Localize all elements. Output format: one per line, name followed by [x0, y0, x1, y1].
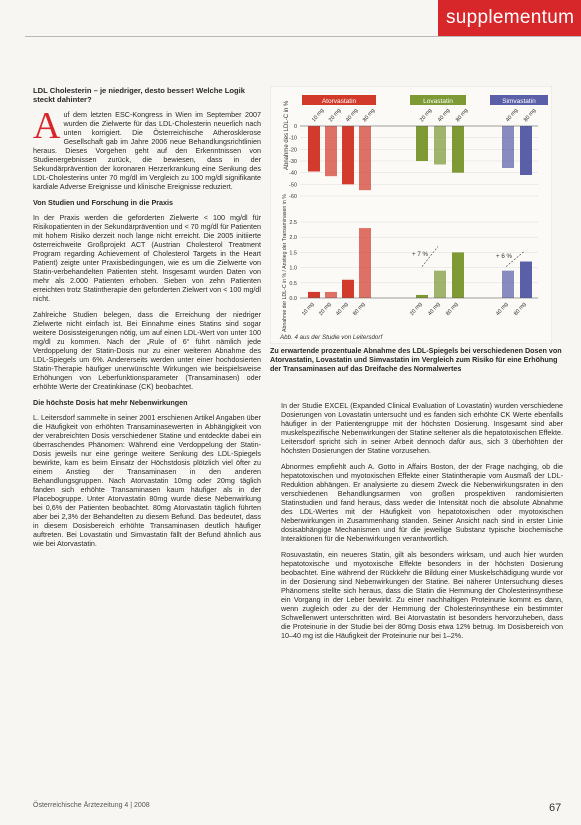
top-x-tick-label: 40 mg: [436, 107, 452, 124]
top-x-tick-label: 20 mg: [327, 107, 343, 124]
bottom-bar: [342, 280, 354, 298]
bottom-bar: [308, 292, 320, 298]
bottom-bar: [452, 252, 464, 298]
top-y-tick-label: -50: [289, 182, 297, 189]
top-x-tick-label: 20 mg: [418, 107, 434, 124]
legend-label-simvastatin: Simvastatin: [502, 98, 536, 105]
section-heading-studies: Von Studien und Forschung in die Praxis: [33, 197, 174, 207]
banner-title: supplementum: [446, 7, 575, 28]
article-title: LDL Cholesterin – je niedriger, desto besser! Welche Logik steckt dahinter?: [33, 86, 245, 105]
paragraph-practice: In der Praxis werden die geforderten Zielwerte < 100 mg/dl für Risikopatienten in der Sekundärprävention und < 70 mg/dl für Patienten mit hohem Risiko derzeit noch lange nicht erreicht. Die 2005 initiierte österreichweite Großprojekt ACT (Austrian Cholesterol Treatment Program regarding Achievement of Cholesterol Targets in the Heart Patient) zeigte unter Praxisbedingungen, wie es um die Zielwerte von Statin-verbehandelten Patienten steht. Insgesamt wurden Daten von mehr als 2.000 Patienten erhoben. Sieben von zehn Patienten erreichten trotz Statintherapie den geforderten Zielwert von < 100 mg/dl nicht.: [33, 212, 261, 303]
bottom-y-tick-label: 2.0: [289, 235, 297, 242]
bottom-y-tick-label: 1.0: [289, 265, 297, 272]
intro-paragraph: [33, 104, 261, 191]
top-x-tick-label: 80 mg: [454, 107, 470, 124]
statin-figure: [270, 86, 552, 344]
bottom-bar: [520, 262, 532, 298]
bottom-bar: [416, 295, 428, 298]
legend-label-atorvastatin: Atorvastatin: [321, 98, 357, 105]
top-y-tick-label: -60: [289, 194, 297, 200]
bottom-bar: [325, 292, 337, 298]
top-bar: [434, 126, 446, 165]
top-bar: [308, 126, 320, 172]
top-y-tick-label: 0: [293, 124, 297, 130]
intro-text: uf dem letzten ESC-Kongress in Wien im September 2007 wurden die Zielwerte für das LDL-Cholesterin neuerlich nach unten korrigiert. Die Österreichische Atherosklerose Gesellschaft gab im Jahre 2006 neue Behandlungsrichtlinien heraus. Dieses Vorgehen geht auf den Erkenntnissen von Studienergebnissen zurück, die bewiesen, dass in der Sekundärprävention der koronaren Herzerkrankung eine Senkung des LDL-Cholesterins unter 70 mg/dl im Vergleich zu 100 mg/dl signifikante kardiale Adverse Ereignisse und klinische Ereignisse reduziert.: [33, 109, 261, 191]
top-x-tick-label: 40 mg: [344, 107, 360, 124]
bottom-y-tick-label: 0.5: [289, 280, 297, 287]
figure-source: Abb. 4 aus der Studie von Leitersdorf: [280, 334, 383, 341]
journal-footer: Österreichische Ärztezeitung 4 | 2008: [33, 802, 150, 809]
bottom-x-tick-label: 80 mg: [445, 301, 460, 318]
bottom-x-tick-label: 80 mg: [513, 301, 528, 318]
bottom-bar: [502, 271, 514, 298]
top-bar: [416, 126, 428, 161]
drop-cap: A: [33, 104, 61, 147]
top-bar: [452, 126, 464, 173]
top-y-tick-label: -20: [289, 147, 297, 154]
paragraph-gotto: Abnormes empfiehlt auch A. Gotto in Affairs Boston, der der Frage nachging, ob die hepatotoxischen und myotoxischen Effekte einer Statintherapie vom Ausmaß der LDL-Reduktion abhängen. Er analysierte zu diesem Zweck die Nebenwirkungsraten in den verschiedenen Behandlungsarmen von großen prospektiven randomisierten Statinstudien und fand heraus, dass weder die Intensität noch die absolute Abnahme des LDL-Wertes mit der Häufigkeit von hepatotoxischen oder myotoxischen Nebenwirkungen in Zusammenhang standen. Seiner Ansicht nach sind in erster Linie dosisabhängige Mechanismen und für die jeweilige Substanz typische biochemische Interaktionen für die Nebenwirkungen verantwortlich.: [281, 462, 563, 543]
top-y-axis-label: Abnahme des LDL-C in %: [284, 100, 290, 170]
figure-caption: Zu erwartende prozentuale Abnahme des LDL-Spiegels bei verschiedenen Dosen von Atorvastatin, Lovastatin und Simvastatin im Vergleich zum Risiko für eine Erhöhung der Transaminasen auf das Dreifache des Normalwertes: [270, 346, 562, 374]
bottom-y-tick-label: 2.5: [289, 220, 297, 226]
bottom-y-tick-label: 0.0: [289, 296, 297, 302]
bottom-x-tick-label: 40 mg: [427, 301, 442, 318]
top-bar: [342, 126, 354, 184]
paragraph-studies: Zahlreiche Studien belegen, dass die Erreichung der niedriger Zielwerte nicht einfach ist. Bei Einnahme eines Statins sind sogar weitere Dosissteigerungen nötig, um auf einen LDL-Wert von unter 100 mg/dl zu kommen. Nach der „Rule of 6“ führt nämlich jede Verdoppelung der Statin-Dosis nur zu einer weiteren Abnahme des LDL-Spiegels um 6%. Andererseits werden unter einer hochdosierten Statin-Therapie häufiger unerwünschte Wirkungen wie beispielsweise Erhöhungen von Leberfunktionsparameter (Transaminasen) oder erhöhte Werte der Creatinkinase (CK) beobachtet.: [33, 309, 261, 391]
bottom-x-tick-label: 20 mg: [318, 301, 333, 318]
bottom-bar: [434, 271, 446, 298]
bottom-x-tick-label: 10 mg: [301, 301, 316, 318]
annotation-lovastatin: + 7 %: [412, 251, 428, 258]
top-y-tick-label: -10: [289, 135, 297, 142]
top-x-tick-label: 80 mg: [361, 107, 377, 124]
top-y-tick-label: -40: [289, 170, 297, 177]
top-bar: [502, 126, 514, 168]
paragraph-leitersdorf: L. Leitersdorf sammelte in seiner 2001 erschienen Artikel Angaben über die Häufigkeit von erhöhten Transaminasewerten in Abhängigkeit von der verabreichten Dosis verschiedener Statine und entdeckte dabei ein überraschendes Phänomen: Während eine Verdoppelung der Statin-Dosis jeweils nur eine geringe weitere Senkung des LDL-Spiegels bewirkte, kam es beim Einsatz der Höchstdosis plötzlich viel öfter zu einem Anstieg der Transaminasen in den anderen Behandlungsgruppen. Nach Atorvastatin 10mg oder 20mg täglich fanden sich erhöhte Transaminasen kaum häufiger als in der Placebogruppe. Unter Atorvastatin 80mg wurde diese Nebenwirkung bei 0,6% der Patienten beobachtet. 80mg Atorvastatin täglich führten aber bei 2,3% der Behandelten zu diesem Befund. Das bedeutet, dass in diesem Dosisbereich erhöhte Transaminasen deutlich häufiger auftreten. Bei Lovastatin und Simvastatin fällt der Befund ähnlich aus wie bei Atorvastatin.: [33, 412, 261, 548]
top-bar: [325, 126, 337, 176]
bottom-x-tick-label: 20 mg: [409, 301, 424, 318]
page-number: 67: [549, 802, 562, 814]
left-column: [33, 86, 261, 555]
statin-chart: [270, 86, 552, 344]
bottom-y-axis-label: Abnahme der LDL-C in % / Anstieg der Transaminasen in %: [282, 194, 288, 332]
right-column: [281, 401, 563, 647]
top-bar: [520, 126, 532, 175]
bottom-x-tick-label: 80 mg: [352, 301, 367, 318]
bottom-bar: [359, 228, 371, 298]
top-x-tick-label: 10 mg: [310, 107, 326, 124]
section-heading-dose: Die höchste Dosis hat mehr Nebenwirkungen: [33, 397, 188, 407]
paragraph-excel: In der Studie EXCEL (Expanded Clinical Evaluation of Lovastatin) wurden verschiedene Dosierungen von Lovastatin untersucht und es fanden sich erhöhte CK Werte ebenfalls häufiger in der Patientengruppe mit der höchsten Dosierung. Insgesamt sind aber muskelspezifische Nebenwirkungen der Statine seltener als die hepatotoxischen Effekte. Leitersdorf spricht sich in seiner Arbeit dennoch dafür aus, sich 3 überhöhten der höchsten Dosierungen der Statine vorzusehen.: [281, 401, 563, 455]
top-x-tick-label: 80 mg: [522, 107, 538, 124]
bottom-x-tick-label: 40 mg: [335, 301, 350, 318]
annotation-simvastatin: + 6 %: [496, 253, 512, 260]
top-y-tick-label: -30: [289, 159, 297, 165]
legend-label-lovastatin: Lovastatin: [423, 98, 453, 105]
bottom-x-tick-label: 40 mg: [495, 301, 510, 318]
top-rule: [25, 36, 581, 37]
top-x-tick-label: 40 mg: [504, 107, 520, 124]
section-banner: [438, 0, 581, 36]
top-bar: [359, 126, 371, 190]
bottom-y-tick-label: 1.5: [289, 250, 297, 257]
paragraph-rosuvastatin: Rosuvastatin, ein neueres Statin, gilt als besonders wirksam, und auch hier wurden hepatotoxische und myotoxische Effekte besonders in der höchsten Dosierung beobachtet. Eine während der Rückkehr die Bildung einer Muskelschädigung wurde vor in der Dosierung sind Nebenwirkungen der Statine. Bei näherer Untersuchung dieses Phänomens stellte sich heraus, dass die Statin die Hemmung der Cholesterinsynthese ein Vorgang in der Leber bewirkt. Zu einer nachhaltigen Proteinurie kommt es dann, wenn zugleich oder zu der der Hemmung der Cholesterinsynthese ein bestimmter Schwellenwert unterschritten wird. Bei Atorvastatin ist besonders hervorzuheben, dass die Proteinurie in der Studie bei der 80mg Dosis etwa 12% betrug. Im Dosisbereich von 10–40 mg ist die Häufigkeit der Proteinurie nur bei 1–2%.: [281, 550, 563, 640]
